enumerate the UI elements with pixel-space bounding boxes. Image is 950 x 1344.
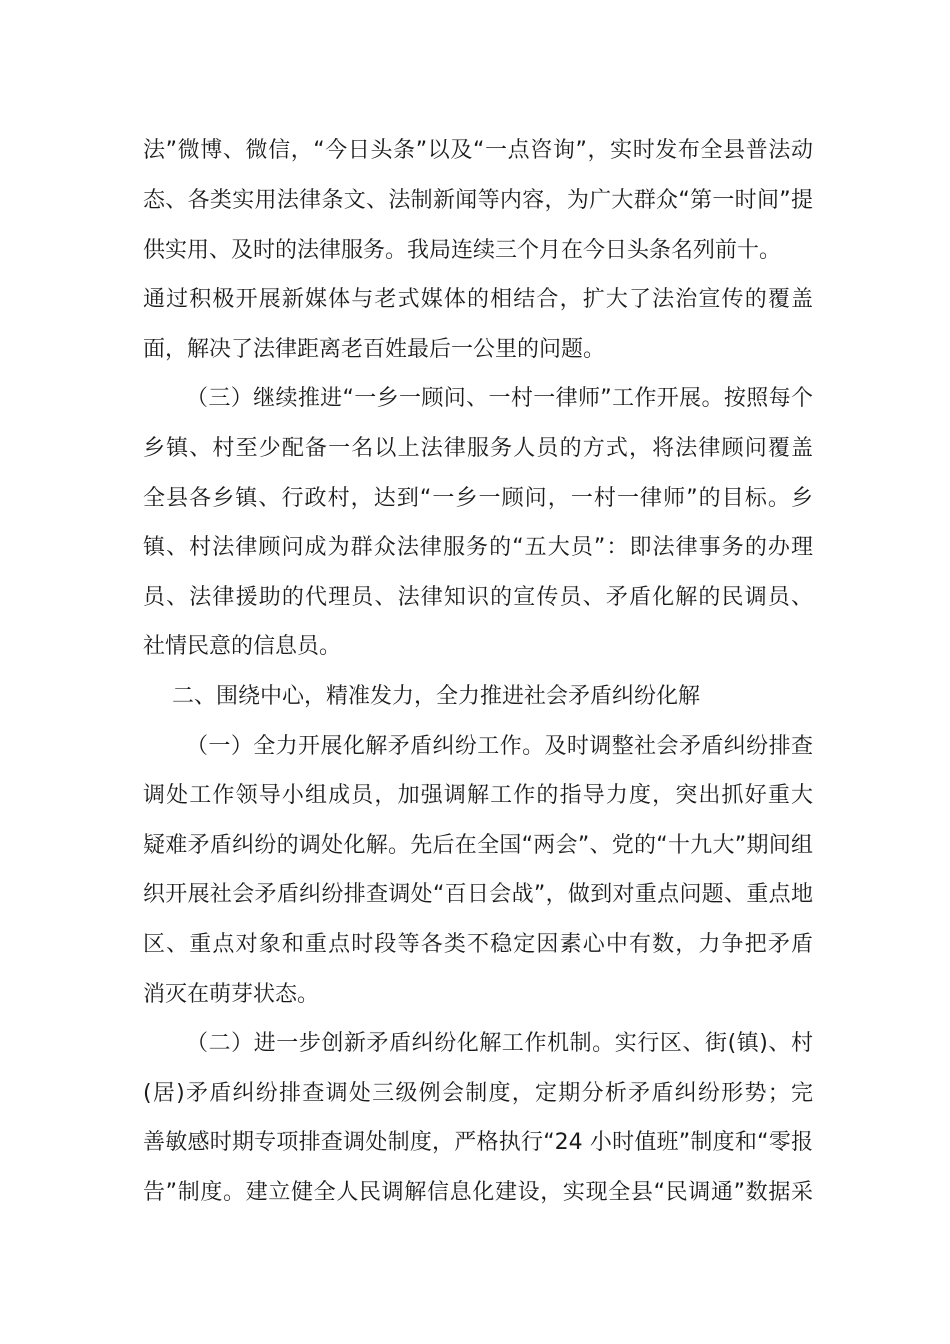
body-text-line: 供实用、及时的法律服务。我局连续三个月在今日头条名列前十。 — [143, 238, 782, 263]
section-paragraph-start: （一）全力开展化解矛盾纠纷工作。及时调整社会矛盾纠纷排查 — [186, 734, 813, 759]
body-text-line: 疑难矛盾纠纷的调处化解。先后在全国“两会”、党的“十九大”期间组 — [143, 833, 813, 858]
body-text-line: 态、各类实用法律条文、法制新闻等内容，为广大群众“第一时间”提 — [143, 188, 813, 213]
section-paragraph-start: （二）进一步创新矛盾纠纷化解工作机制。实行区、街(镇)、村 — [186, 1031, 813, 1056]
section-heading: 二、围绕中心，精准发力，全力推进社会矛盾纠纷化解 — [172, 684, 701, 709]
body-text-line: 善敏感时期专项排查调处制度，严格执行“24 小时值班”制度和“零报 — [143, 1130, 813, 1155]
body-text-line: 通过积极开展新媒体与老式媒体的相结合，扩大了法治宣传的覆盖 — [143, 287, 813, 312]
section-paragraph-start: （三）继续推进“一乡一顾问、一村一律师”工作开展。按照每个 — [186, 386, 813, 411]
body-text-line: 织开展社会矛盾纠纷排查调处“百日会战”，做到对重点问题、重点地 — [143, 882, 813, 907]
body-text-line: 社情民意的信息员。 — [143, 634, 342, 659]
body-text-line: 法”微博、微信，“今日头条”以及“一点咨询”，实时发布全县普法动 — [143, 138, 813, 163]
body-text-line: 全县各乡镇、行政村，达到“一乡一顾问，一村一律师”的目标。乡 — [143, 486, 813, 511]
body-text-line: 员、法律援助的代理员、法律知识的宣传员、矛盾化解的民调员、 — [143, 585, 813, 610]
body-text-line: 告”制度。建立健全人民调解信息化建设，实现全县“民调通”数据采 — [143, 1180, 813, 1205]
body-text-line: 区、重点对象和重点时段等各类不稳定因素心中有数，力争把矛盾 — [143, 932, 813, 957]
body-text-line: (居)矛盾纠纷排查调处三级例会制度，定期分析矛盾纠纷形势；完 — [143, 1081, 813, 1106]
body-text-line: 镇、村法律顾问成为群众法律服务的“五大员”：即法律事务的办理 — [143, 535, 813, 560]
body-text-line: 调处工作领导小组成员，加强调解工作的指导力度，突出抓好重大 — [143, 783, 813, 808]
body-text-line: 乡镇、村至少配备一名以上法律服务人员的方式，将法律顾问覆盖 — [143, 436, 813, 461]
body-text-line: 消灭在萌芽状态。 — [143, 982, 320, 1007]
body-text-line: 面，解决了法律距离老百姓最后一公里的问题。 — [143, 337, 606, 362]
